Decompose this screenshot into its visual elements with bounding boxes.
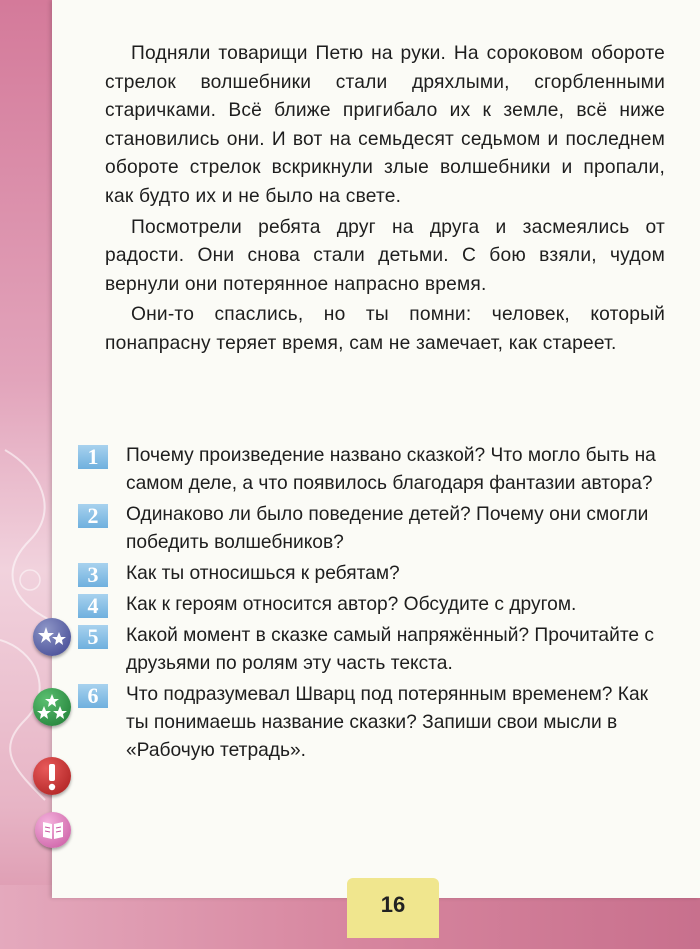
question-number-badge: 1 — [78, 445, 108, 469]
book-icon — [35, 812, 71, 848]
question-item — [78, 622, 668, 678]
page-number: 16 — [380, 892, 406, 917]
question-text: Что подразумевал Шварц под потерянным временем? Как ты понимаешь название сказки? Запиши свои мысли в «Рабочую тетрадь». — [126, 684, 649, 761]
question-number-badge: 2 — [78, 504, 108, 528]
story-paragraph: Они-то спаслись, но ты помни: человек, который понапрасну теряет время, сам не замечает, как стареет. — [105, 304, 665, 354]
question-text: Почему произведение названо сказкой? Что могло быть на самом деле, а что появилось благодаря фантазии автора? — [126, 445, 656, 494]
question-text: Как к героям относится автор? Обсудите с другом. — [126, 594, 577, 615]
question-text: Какой момент в сказке самый напряжённый? Прочитайте с друзьями по ролям эту часть текста. — [126, 625, 654, 674]
page-number-tab — [347, 878, 439, 938]
exclamation-icon — [33, 757, 71, 795]
question-item — [78, 501, 668, 557]
question-item — [78, 591, 668, 619]
three-stars-icon — [33, 688, 71, 726]
questions-list — [78, 442, 668, 768]
question-text: Как ты относишься к ребятам? — [126, 563, 400, 584]
question-number-badge: 6 — [78, 684, 108, 708]
story-paragraph: Посмотрели ребята друг на друга и засмеялись от радости. Они снова стали детьми. С бою взяли, чудом вернули они потерянное напрасно время. — [105, 216, 665, 295]
question-text: Одинаково ли было поведение детей? Почему они смогли победить волшебников? — [126, 504, 649, 553]
question-item — [78, 560, 668, 588]
question-item — [78, 681, 668, 765]
question-item — [78, 442, 668, 498]
question-number-badge: 4 — [78, 594, 108, 618]
story-paragraph: Подняли товарищи Петю на руки. На сороковом обороте стрелок волшебники стали дряхлыми, сгорбленными старичками. Всё ближе пригибало их к земле, всё ниже становились они. И вот на семьдесят седьмом и последнем обороте стрелок вскрикнули злые волшебники и пропали, как будто их и не было на свете. — [105, 43, 665, 207]
story-text — [105, 40, 665, 359]
question-number-badge: 3 — [78, 563, 108, 587]
two-stars-icon — [33, 618, 71, 656]
question-number-badge: 5 — [78, 625, 108, 649]
